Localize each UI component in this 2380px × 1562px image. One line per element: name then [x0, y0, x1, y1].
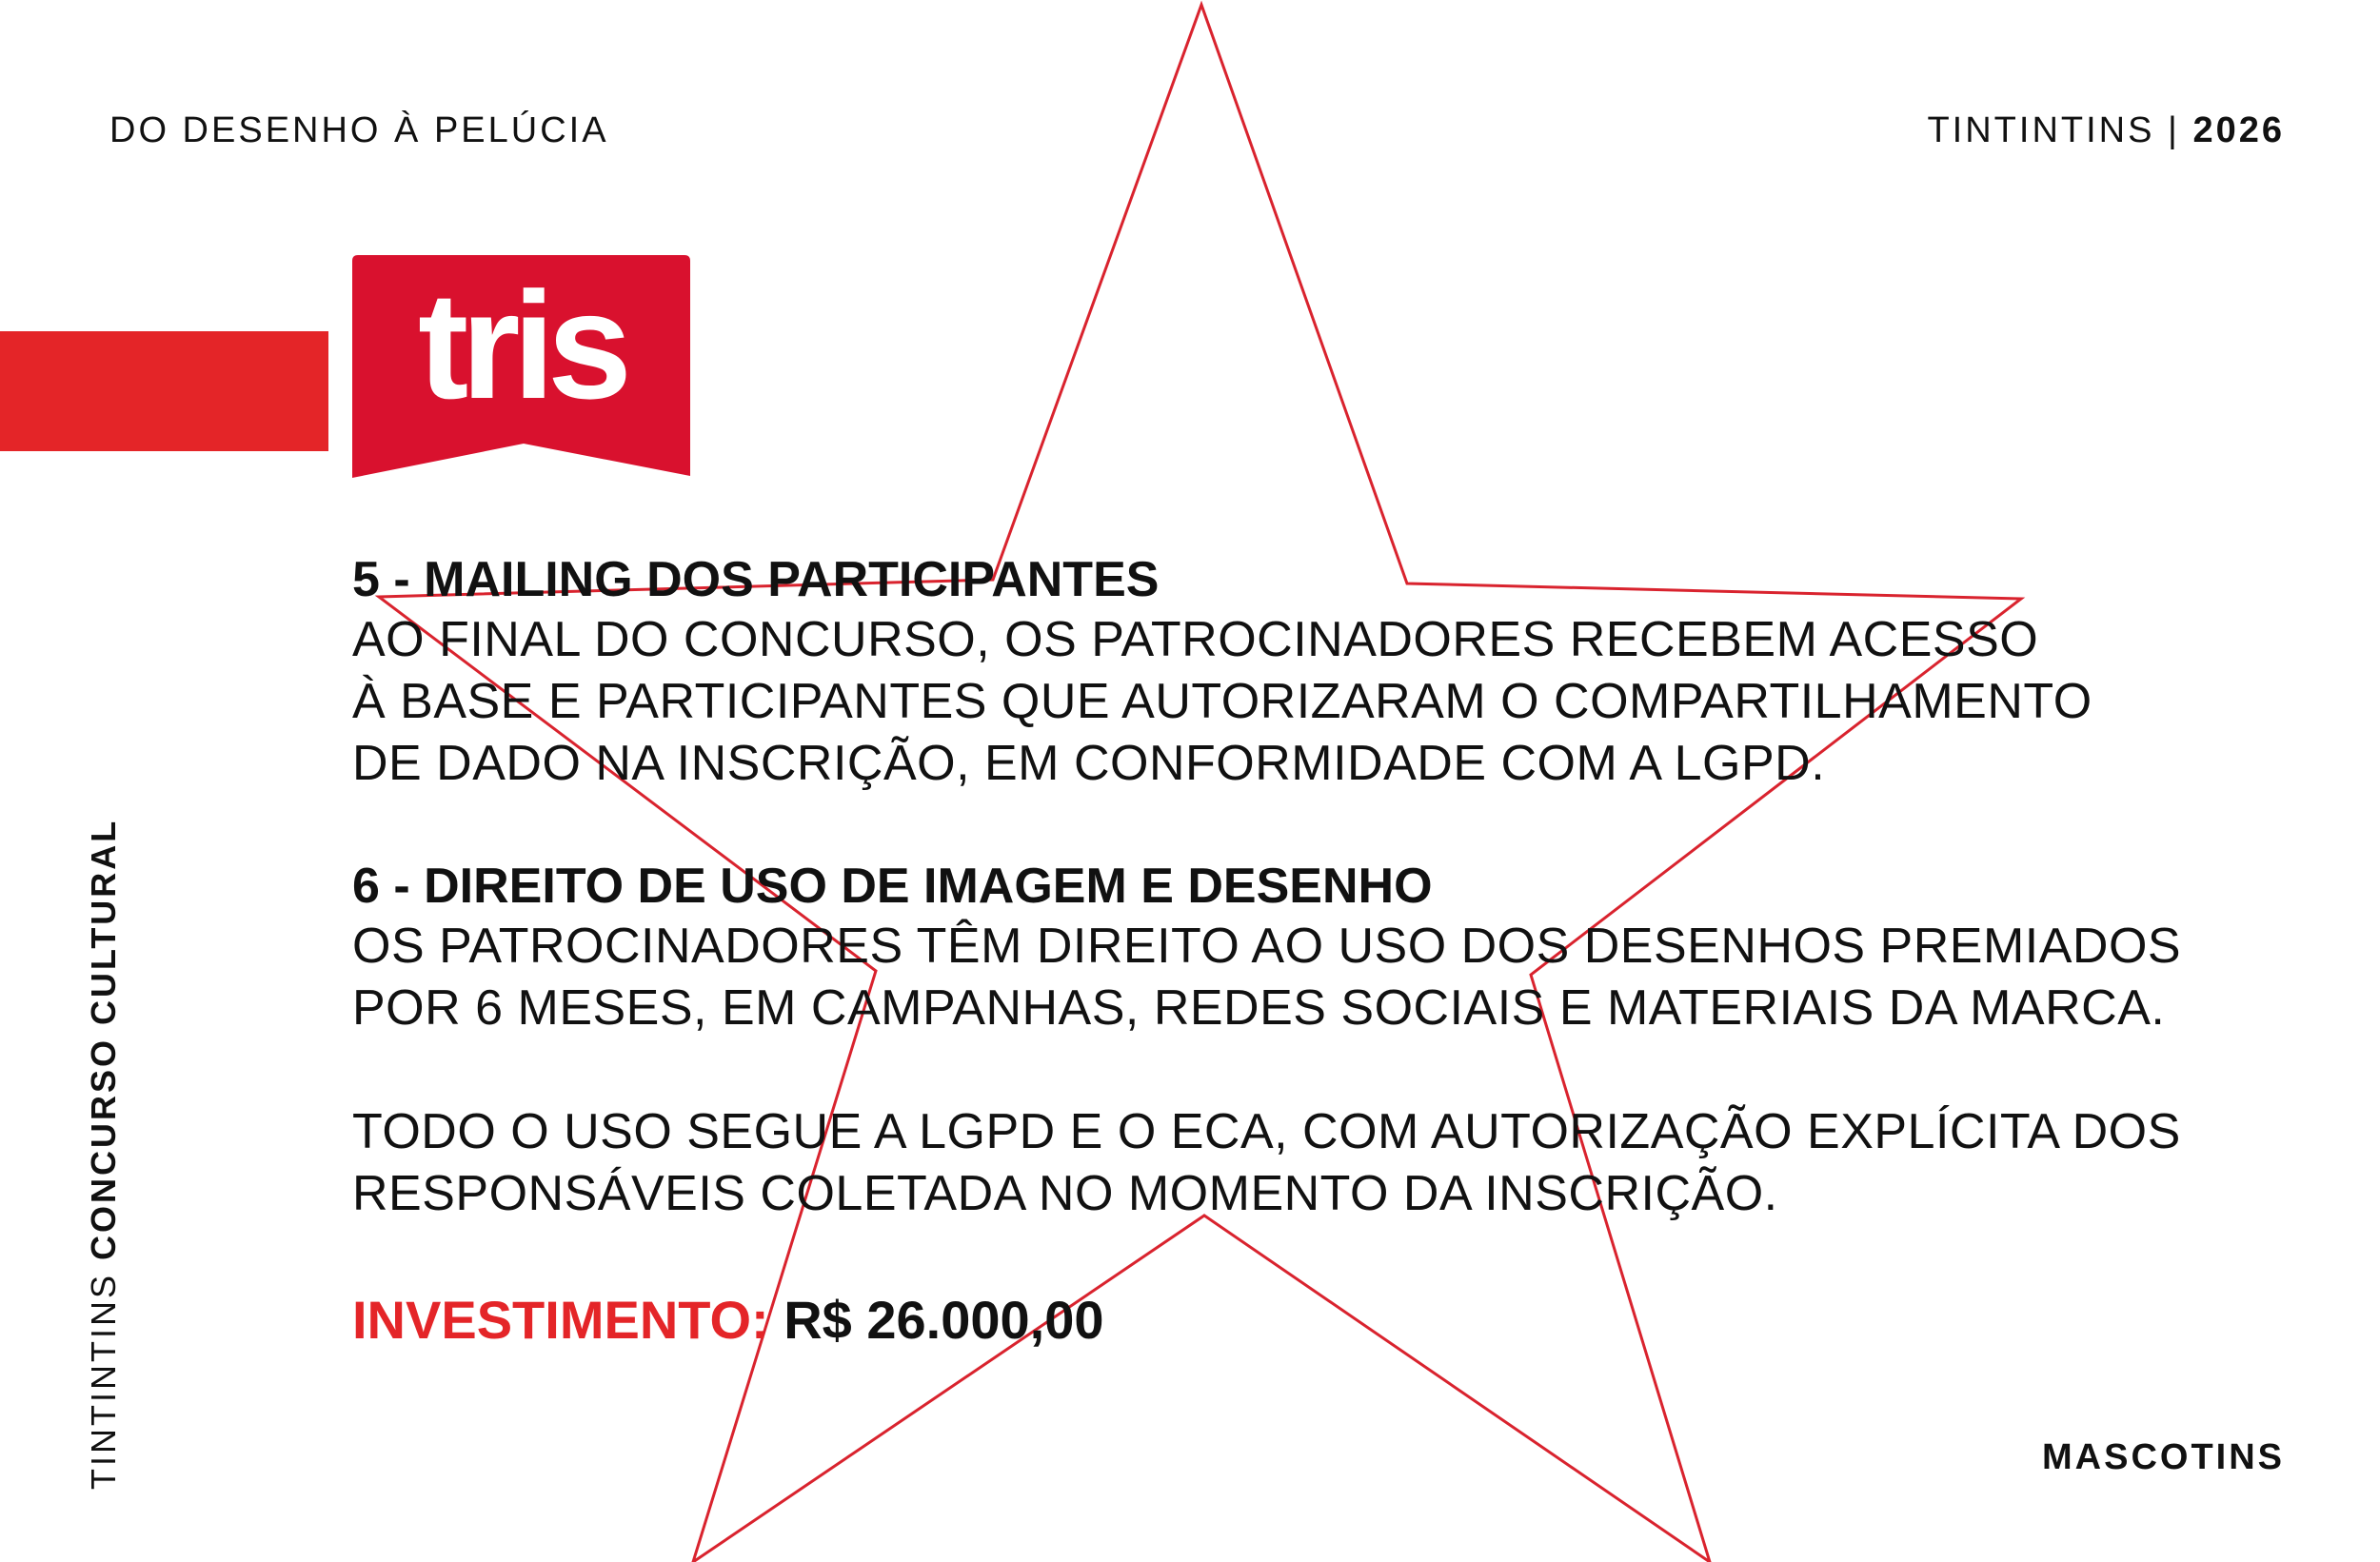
red-band — [0, 331, 328, 451]
tris-logo — [352, 255, 690, 484]
brand-name: TINTINTINS — [1927, 110, 2155, 150]
side-caption — [84, 819, 124, 1490]
section-image-rights — [352, 857, 2209, 1039]
footer-brand: MASCOTINS — [2042, 1437, 2285, 1477]
investment — [352, 1287, 2209, 1354]
side-title: CONCURSO CULTURAL — [84, 818, 123, 1260]
brand-year — [1927, 110, 2285, 151]
main-content — [352, 550, 2209, 1354]
paragraph-line: DE DADO NA INSCRIÇÃO, EM CONFORMIDADE COM A LGPD. — [352, 736, 1826, 791]
side-brand: TINTINTINS — [84, 1273, 123, 1490]
note-line: RESPONSÁVEIS COLETADA NO MOMENTO DA INSCRIÇÃO. — [352, 1166, 1778, 1221]
paragraph-line: POR 6 MESES, EM CAMPANHAS, REDES SOCIAIS E MATERIAIS DA MARCA. — [352, 980, 2166, 1036]
note — [352, 1101, 2209, 1225]
paragraph-line: AO FINAL DO CONCURSO, OS PATROCINADORES RECEBEM ACESSO — [352, 612, 2039, 667]
note-line: TODO O USO SEGUE A LGPD E O ECA, COM AUTORIZAÇÃO EXPLÍCITA DOS — [352, 1104, 2181, 1159]
paragraph-line: À BASE E PARTICIPANTES QUE AUTORIZARAM O COMPARTILHAMENTO — [352, 674, 2092, 729]
tagline: DO DESENHO À PELÚCIA — [109, 110, 609, 150]
section-mailing — [352, 550, 2209, 795]
investment-value: R$ 26.000,00 — [783, 1290, 1104, 1350]
investment-label: INVESTIMENTO: — [352, 1290, 769, 1350]
section-heading: 5 - MAILING DOS PARTICIPANTES — [352, 552, 1160, 607]
brand-separator: | — [2168, 110, 2180, 150]
year: 2026 — [2192, 110, 2285, 150]
logo-wordmark: tris — [418, 260, 625, 430]
paragraph-line: OS PATROCINADORES TÊM DIREITO AO USO DOS DESENHOS PREMIADOS — [352, 919, 2182, 974]
section-heading: 6 - DIREITO DE USO DE IMAGEM E DESENHO — [352, 859, 1433, 914]
